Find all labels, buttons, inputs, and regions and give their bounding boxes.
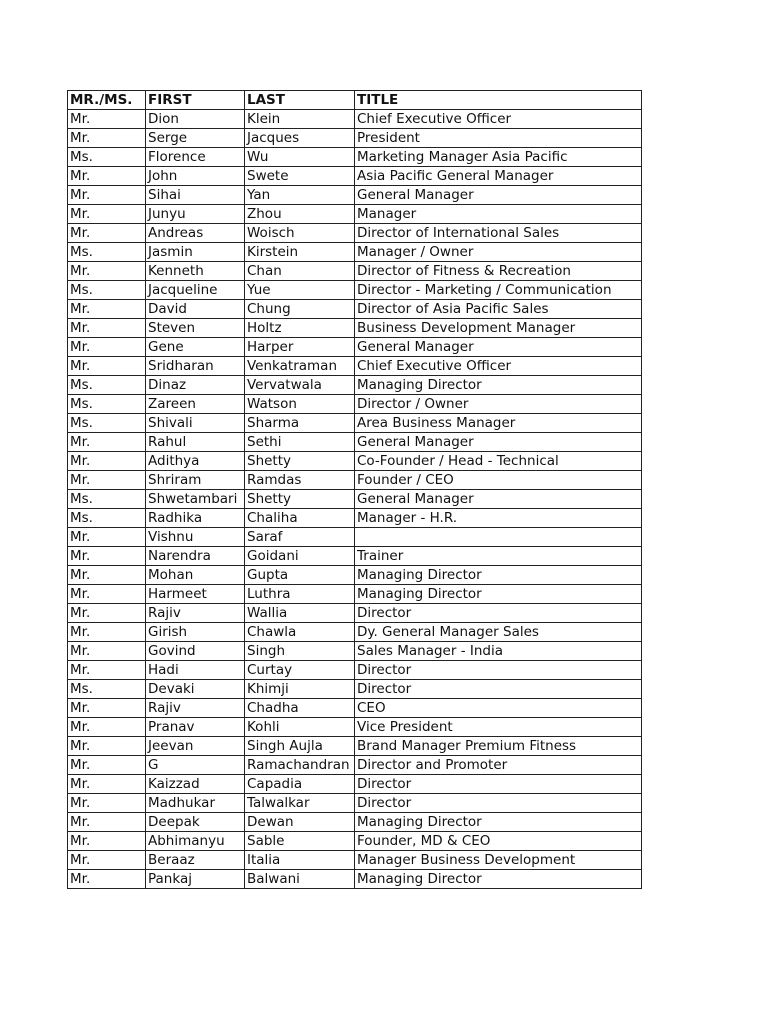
- cell-first: Sridharan: [146, 357, 245, 376]
- table-row: [68, 205, 642, 224]
- cell-salutation: Mr.: [68, 452, 146, 471]
- cell-title: Co-Founder / Head - Technical: [355, 452, 642, 471]
- cell-title: Managing Director: [355, 585, 642, 604]
- cell-first: Pankaj: [146, 870, 245, 889]
- cell-title: Director: [355, 775, 642, 794]
- cell-salutation: Ms.: [68, 281, 146, 300]
- table-row: [68, 642, 642, 661]
- table-row: [68, 604, 642, 623]
- table-row: [68, 167, 642, 186]
- header-salutation: MR./MS.: [68, 91, 146, 110]
- cell-last: Shetty: [245, 452, 355, 471]
- cell-salutation: Mr.: [68, 528, 146, 547]
- table-row: [68, 110, 642, 129]
- cell-title: Managing Director: [355, 870, 642, 889]
- cell-salutation: Mr.: [68, 433, 146, 452]
- cell-salutation: Mr.: [68, 205, 146, 224]
- table-row: [68, 699, 642, 718]
- cell-title: Chief Executive Officer: [355, 357, 642, 376]
- cell-salutation: Mr.: [68, 224, 146, 243]
- table-row: [68, 376, 642, 395]
- table-row: [68, 680, 642, 699]
- cell-salutation: Mr.: [68, 851, 146, 870]
- cell-salutation: Mr.: [68, 547, 146, 566]
- cell-last: Swete: [245, 167, 355, 186]
- table-body: [68, 110, 642, 889]
- cell-salutation: Ms.: [68, 490, 146, 509]
- table-row: [68, 262, 642, 281]
- cell-first: David: [146, 300, 245, 319]
- cell-last: Ramdas: [245, 471, 355, 490]
- cell-first: Jeevan: [146, 737, 245, 756]
- cell-salutation: Mr.: [68, 642, 146, 661]
- cell-last: Dewan: [245, 813, 355, 832]
- cell-first: John: [146, 167, 245, 186]
- cell-last: Wallia: [245, 604, 355, 623]
- cell-title: President: [355, 129, 642, 148]
- cell-salutation: Mr.: [68, 832, 146, 851]
- cell-salutation: Mr.: [68, 300, 146, 319]
- table-row: [68, 547, 642, 566]
- cell-salutation: Mr.: [68, 471, 146, 490]
- table-row: [68, 832, 642, 851]
- cell-last: Khimji: [245, 680, 355, 699]
- table-row: [68, 243, 642, 262]
- cell-last: Chung: [245, 300, 355, 319]
- table-row: [68, 718, 642, 737]
- table-row: [68, 756, 642, 775]
- cell-first: Dion: [146, 110, 245, 129]
- table-row: [68, 319, 642, 338]
- cell-title: Director of Asia Pacific Sales: [355, 300, 642, 319]
- cell-first: Kenneth: [146, 262, 245, 281]
- cell-salutation: Mr.: [68, 756, 146, 775]
- cell-salutation: Mr.: [68, 357, 146, 376]
- cell-last: Shetty: [245, 490, 355, 509]
- cell-last: Yan: [245, 186, 355, 205]
- cell-first: Dinaz: [146, 376, 245, 395]
- cell-last: Jacques: [245, 129, 355, 148]
- cell-title: General Manager: [355, 490, 642, 509]
- cell-title: Manager - H.R.: [355, 509, 642, 528]
- cell-last: Sharma: [245, 414, 355, 433]
- cell-last: Venkatraman: [245, 357, 355, 376]
- cell-salutation: Ms.: [68, 414, 146, 433]
- table-row: [68, 129, 642, 148]
- table-row: [68, 623, 642, 642]
- cell-first: Shivali: [146, 414, 245, 433]
- cell-first: Abhimanyu: [146, 832, 245, 851]
- cell-last: Chan: [245, 262, 355, 281]
- cell-salutation: Ms.: [68, 680, 146, 699]
- cell-salutation: Mr.: [68, 338, 146, 357]
- cell-first: Deepak: [146, 813, 245, 832]
- cell-salutation: Mr.: [68, 870, 146, 889]
- cell-last: Klein: [245, 110, 355, 129]
- cell-salutation: Mr.: [68, 110, 146, 129]
- cell-last: Yue: [245, 281, 355, 300]
- cell-first: G: [146, 756, 245, 775]
- table-row: [68, 433, 642, 452]
- cell-last: Singh Aujla: [245, 737, 355, 756]
- cell-last: Zhou: [245, 205, 355, 224]
- table-row: [68, 471, 642, 490]
- table-row: [68, 224, 642, 243]
- cell-first: Shriram: [146, 471, 245, 490]
- cell-salutation: Ms.: [68, 395, 146, 414]
- cell-last: Watson: [245, 395, 355, 414]
- cell-first: Harmeet: [146, 585, 245, 604]
- header-last: LAST: [245, 91, 355, 110]
- cell-salutation: Mr.: [68, 566, 146, 585]
- cell-salutation: Mr.: [68, 585, 146, 604]
- cell-title: Vice President: [355, 718, 642, 737]
- cell-last: Chadha: [245, 699, 355, 718]
- cell-title: Dy. General Manager Sales: [355, 623, 642, 642]
- table-row: [68, 281, 642, 300]
- cell-last: Talwalkar: [245, 794, 355, 813]
- cell-first: Beraaz: [146, 851, 245, 870]
- table-row: [68, 186, 642, 205]
- cell-title: Director: [355, 794, 642, 813]
- cell-first: Kaizzad: [146, 775, 245, 794]
- cell-title: Brand Manager Premium Fitness: [355, 737, 642, 756]
- cell-title: Director of Fitness & Recreation: [355, 262, 642, 281]
- cell-salutation: Mr.: [68, 623, 146, 642]
- table-row: [68, 509, 642, 528]
- table-row: [68, 148, 642, 167]
- cell-title: Founder, MD & CEO: [355, 832, 642, 851]
- table-row: [68, 300, 642, 319]
- table-row: [68, 794, 642, 813]
- cell-title: General Manager: [355, 338, 642, 357]
- cell-title: Chief Executive Officer: [355, 110, 642, 129]
- cell-salutation: Mr.: [68, 718, 146, 737]
- cell-title: Director and Promoter: [355, 756, 642, 775]
- table-row: [68, 661, 642, 680]
- cell-salutation: Ms.: [68, 509, 146, 528]
- cell-last: Singh: [245, 642, 355, 661]
- cell-title: Manager / Owner: [355, 243, 642, 262]
- cell-first: Radhika: [146, 509, 245, 528]
- cell-last: Chaliha: [245, 509, 355, 528]
- cell-last: Luthra: [245, 585, 355, 604]
- cell-title: Area Business Manager: [355, 414, 642, 433]
- cell-title: General Manager: [355, 433, 642, 452]
- cell-title: Sales Manager - India: [355, 642, 642, 661]
- cell-first: Serge: [146, 129, 245, 148]
- cell-last: Gupta: [245, 566, 355, 585]
- cell-salutation: Mr.: [68, 186, 146, 205]
- table-row: [68, 566, 642, 585]
- table-row: [68, 585, 642, 604]
- cell-title: Founder / CEO: [355, 471, 642, 490]
- cell-first: Hadi: [146, 661, 245, 680]
- cell-title: Director: [355, 604, 642, 623]
- cell-title: Marketing Manager Asia Pacific: [355, 148, 642, 167]
- cell-salutation: Mr.: [68, 129, 146, 148]
- cell-last: Kohli: [245, 718, 355, 737]
- cell-first: Florence: [146, 148, 245, 167]
- table-row: [68, 452, 642, 471]
- cell-title: CEO: [355, 699, 642, 718]
- cell-title: Manager Business Development: [355, 851, 642, 870]
- header-first: FIRST: [146, 91, 245, 110]
- cell-first: Madhukar: [146, 794, 245, 813]
- cell-last: Kirstein: [245, 243, 355, 262]
- cell-title: Manager: [355, 205, 642, 224]
- cell-salutation: Mr.: [68, 699, 146, 718]
- cell-last: Curtay: [245, 661, 355, 680]
- cell-last: Ramachandran: [245, 756, 355, 775]
- cell-salutation: Ms.: [68, 243, 146, 262]
- table-row: [68, 490, 642, 509]
- cell-title: Director: [355, 680, 642, 699]
- table-row: [68, 357, 642, 376]
- cell-last: Wu: [245, 148, 355, 167]
- header-title: TITLE: [355, 91, 642, 110]
- cell-title: Director - Marketing / Communication: [355, 281, 642, 300]
- cell-last: Capadia: [245, 775, 355, 794]
- cell-first: Pranav: [146, 718, 245, 737]
- cell-last: Balwani: [245, 870, 355, 889]
- cell-first: Mohan: [146, 566, 245, 585]
- cell-first: Girish: [146, 623, 245, 642]
- cell-first: Narendra: [146, 547, 245, 566]
- cell-first: Rahul: [146, 433, 245, 452]
- cell-salutation: Mr.: [68, 604, 146, 623]
- table-row: [68, 851, 642, 870]
- cell-first: Jacqueline: [146, 281, 245, 300]
- cell-salutation: Mr.: [68, 167, 146, 186]
- cell-title: Director of International Sales: [355, 224, 642, 243]
- cell-salutation: Mr.: [68, 319, 146, 338]
- cell-title: Managing Director: [355, 376, 642, 395]
- cell-first: Shwetambari: [146, 490, 245, 509]
- table-row: [68, 737, 642, 756]
- cell-first: Jasmin: [146, 243, 245, 262]
- cell-title: Managing Director: [355, 566, 642, 585]
- cell-salutation: Ms.: [68, 148, 146, 167]
- cell-title: [355, 528, 642, 547]
- cell-first: Steven: [146, 319, 245, 338]
- cell-last: Sethi: [245, 433, 355, 452]
- cell-salutation: Mr.: [68, 775, 146, 794]
- cell-last: Italia: [245, 851, 355, 870]
- table-row: [68, 775, 642, 794]
- cell-last: Woisch: [245, 224, 355, 243]
- cell-title: Business Development Manager: [355, 319, 642, 338]
- cell-first: Andreas: [146, 224, 245, 243]
- cell-title: Director / Owner: [355, 395, 642, 414]
- table-row: [68, 338, 642, 357]
- cell-last: Goidani: [245, 547, 355, 566]
- cell-first: Adithya: [146, 452, 245, 471]
- cell-first: Vishnu: [146, 528, 245, 547]
- header-row: [68, 91, 642, 110]
- cell-first: Gene: [146, 338, 245, 357]
- contacts-table: [67, 90, 642, 889]
- cell-title: General Manager: [355, 186, 642, 205]
- table-row: [68, 414, 642, 433]
- cell-salutation: Mr.: [68, 813, 146, 832]
- cell-salutation: Mr.: [68, 794, 146, 813]
- table-row: [68, 528, 642, 547]
- cell-salutation: Mr.: [68, 661, 146, 680]
- cell-first: Devaki: [146, 680, 245, 699]
- cell-last: Saraf: [245, 528, 355, 547]
- table-row: [68, 813, 642, 832]
- cell-title: Director: [355, 661, 642, 680]
- cell-salutation: Mr.: [68, 262, 146, 281]
- cell-first: Junyu: [146, 205, 245, 224]
- cell-first: Rajiv: [146, 604, 245, 623]
- cell-salutation: Mr.: [68, 737, 146, 756]
- cell-first: Govind: [146, 642, 245, 661]
- table-row: [68, 395, 642, 414]
- cell-title: Managing Director: [355, 813, 642, 832]
- cell-last: Vervatwala: [245, 376, 355, 395]
- cell-title: Asia Pacific General Manager: [355, 167, 642, 186]
- cell-last: Holtz: [245, 319, 355, 338]
- cell-last: Sable: [245, 832, 355, 851]
- cell-salutation: Ms.: [68, 376, 146, 395]
- cell-last: Harper: [245, 338, 355, 357]
- cell-first: Zareen: [146, 395, 245, 414]
- cell-title: Trainer: [355, 547, 642, 566]
- table-row: [68, 870, 642, 889]
- cell-first: Sihai: [146, 186, 245, 205]
- cell-first: Rajiv: [146, 699, 245, 718]
- cell-last: Chawla: [245, 623, 355, 642]
